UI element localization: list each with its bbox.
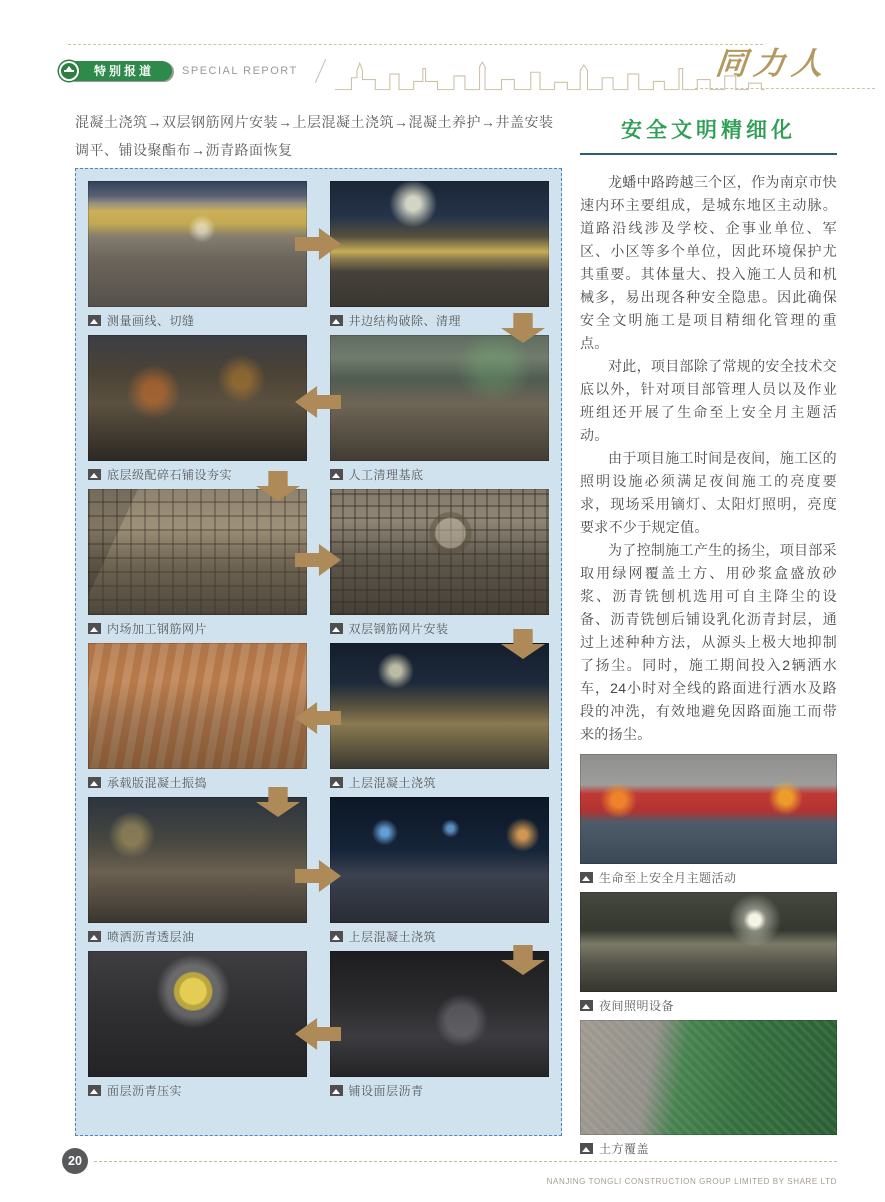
process-photo [330, 643, 549, 769]
photo-caption: 内场加工钢筋网片 [107, 621, 208, 636]
photo-marker-icon [88, 623, 101, 634]
process-step [88, 643, 307, 791]
photo-caption: 土方覆盖 [599, 1141, 650, 1156]
article-photo [580, 754, 837, 864]
process-photo [88, 489, 307, 615]
photo-marker-icon [330, 315, 343, 326]
process-step [88, 797, 307, 945]
process-column [75, 108, 562, 1163]
page-footer [62, 1148, 837, 1186]
photo-caption: 上层混凝土浇筑 [348, 775, 437, 790]
process-step [330, 335, 549, 483]
photo-caption: 上层混凝土浇筑 [348, 929, 437, 944]
photo-marker-icon [580, 1000, 593, 1011]
diagonal-divider [315, 59, 326, 83]
photo-caption-row [88, 927, 307, 945]
tongli-emblem-icon [59, 61, 79, 81]
masthead-dashed-rule [695, 88, 875, 89]
article-title: 安全文明精细化 [580, 114, 837, 155]
photo-caption: 夜间照明设备 [599, 998, 675, 1013]
section-badge [68, 61, 172, 81]
article-figure [580, 1020, 837, 1157]
process-step [88, 951, 307, 1099]
photo-caption: 铺设面层沥青 [348, 1083, 424, 1098]
photo-caption-row [330, 1081, 549, 1099]
process-photo [88, 643, 307, 769]
page-header [0, 0, 885, 96]
article-figure [580, 754, 837, 886]
photo-caption-row [580, 868, 837, 886]
section-badge-row [68, 50, 765, 92]
photo-caption: 承载版混凝土振捣 [107, 775, 208, 790]
process-photo [88, 181, 307, 307]
photo-caption: 喷洒沥青透层油 [107, 929, 195, 944]
footer-rule-row [62, 1148, 837, 1174]
process-photo [330, 797, 549, 923]
photo-caption: 生命至上安全月主题活动 [599, 870, 737, 885]
process-step [330, 797, 549, 945]
photo-marker-icon [88, 777, 101, 788]
section-badge-en-label: SPECIAL REPORT [182, 65, 298, 77]
photo-marker-icon [88, 931, 101, 942]
photo-caption-row [330, 465, 549, 483]
photo-marker-icon [330, 469, 343, 480]
photo-marker-icon [330, 931, 343, 942]
photo-caption-row [580, 996, 837, 1014]
process-photo [330, 335, 549, 461]
photo-caption-row [330, 773, 549, 791]
photo-marker-icon [88, 1085, 101, 1096]
process-step [330, 643, 549, 791]
city-skyline-icon [335, 58, 765, 92]
photo-caption: 测量画线、切缝 [107, 313, 195, 328]
section-badge-label: 特别报道 [94, 64, 155, 78]
page-body [75, 108, 837, 1163]
article-paragraph: 为了控制施工产生的扬尘，项目部采取用绿网覆盖土方、用砂浆盒盛放砂浆、沥青铣刨机选用可自主降尘的设备、沥青铣刨后铺设乳化沥青封层，通过上述种种方法，从源头上极大地抑制了扬尘。同时，施工期间投入2辆洒水车，24小时对全线的路面进行洒水及路段的冲洗，有效地避免因路面施工而带来的扬尘。 [580, 542, 837, 742]
article-column [580, 108, 837, 1163]
process-step [88, 181, 307, 329]
photo-marker-icon [88, 469, 101, 480]
process-photo-panel [75, 168, 562, 1136]
photo-marker-icon [330, 623, 343, 634]
header-dashed-rule [68, 44, 763, 45]
article-figure [580, 892, 837, 1014]
process-photo [330, 489, 549, 615]
article-paragraph: 龙蟠中路跨越三个区，作为南京市快速内环主要组成，是城东地区主动脉。道路沿线涉及学校、企事业单位、军区、小区等多个单位，因此环境保护尤其重要。其体量大、投入施工人员和机械多，易出现各种安全隐患。因此确保安全文明施工是项目精细化管理的重点。 [580, 174, 837, 351]
footer-dashed-rule [94, 1161, 837, 1162]
photo-marker-icon [88, 315, 101, 326]
photo-caption-row [88, 619, 307, 637]
photo-marker-icon [330, 1085, 343, 1096]
process-photo [88, 951, 307, 1077]
article-paragraph: 由于项目施工时间是夜间，施工区的照明设施必须满足夜间施工的亮度要求，现场采用镝灯、太阳灯照明，亮度要求不少于规定值。 [580, 450, 837, 535]
photo-caption-row [330, 927, 549, 945]
page-number: 20 [62, 1148, 88, 1174]
photo-caption: 人工清理基底 [348, 467, 424, 482]
photo-caption: 面层沥青压实 [107, 1083, 183, 1098]
process-photo [330, 181, 549, 307]
article-paragraph: 对此，项目部除了常规的安全技术交底以外，针对项目部管理人员以及作业班组还开展了生命至上安全月主题活动。 [580, 358, 837, 443]
process-step [330, 489, 549, 637]
process-flow-text: 混凝土浇筑→双层钢筋网片安装→上层混凝土浇筑→混凝土养护→井盖安装调平、铺设聚酯布→沥青路面恢复 [75, 114, 554, 158]
photo-marker-icon [580, 872, 593, 883]
process-photo [88, 335, 307, 461]
photo-caption-row [88, 1081, 307, 1099]
photo-caption: 底层级配碎石铺设夯实 [107, 467, 233, 482]
photo-caption: 井边结构破除、清理 [348, 313, 462, 328]
process-photo [88, 797, 307, 923]
company-name: NANJING TONGLI CONSTRUCTION GROUP LIMITED BY SHARE LTD [546, 1177, 837, 1186]
photo-caption: 双层钢筋网片安装 [348, 621, 449, 636]
article-figures [580, 754, 837, 1157]
process-step [88, 489, 307, 637]
article-photo [580, 1020, 837, 1135]
process-step [330, 951, 549, 1099]
photo-caption-row [88, 311, 307, 329]
process-step [330, 181, 549, 329]
photo-marker-icon [330, 777, 343, 788]
article-photo [580, 892, 837, 992]
process-step [88, 335, 307, 483]
masthead-logo: 同力人 [713, 46, 832, 82]
